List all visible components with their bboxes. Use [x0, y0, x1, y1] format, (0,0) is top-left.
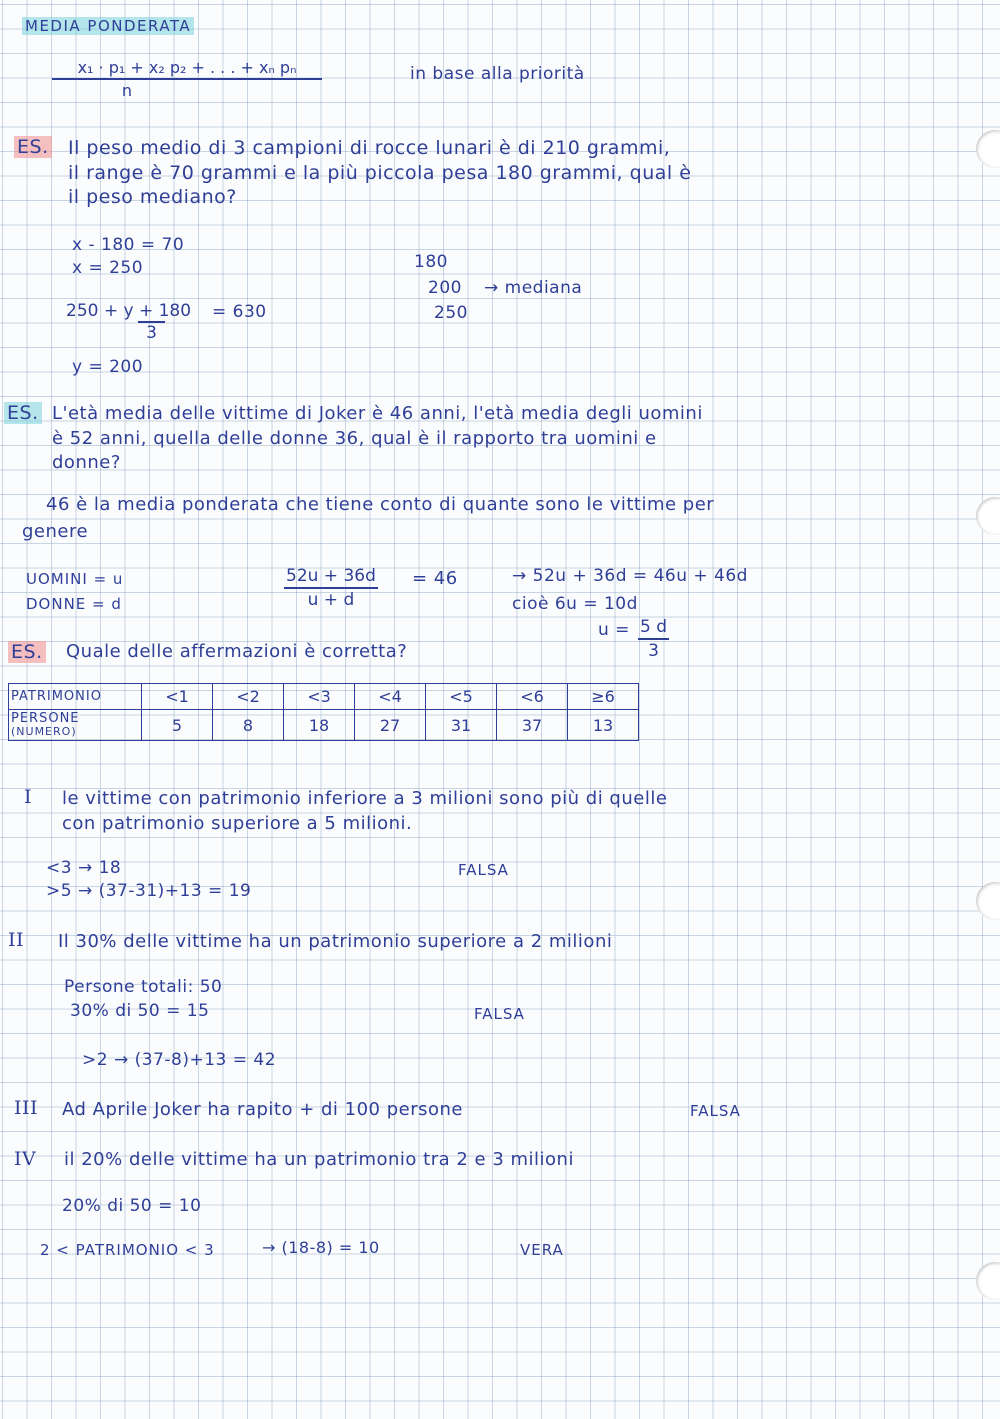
exercise-text-line: è 52 anni, quella delle donne 36, qual è il rapporto tra uomini e — [52, 428, 657, 449]
table-cell: 37 — [497, 710, 568, 741]
table-cell: 18 — [284, 710, 355, 741]
sorted-value: 250 — [434, 303, 468, 323]
calculation: <3 → 18 — [46, 858, 122, 878]
table-cell: ≥6 — [568, 684, 639, 710]
equation-step: cioè 6u = 10d — [512, 594, 638, 614]
exercise-text-line: L'età media delle vittime di Joker è 46 anni, l'età media degli uomini — [52, 403, 703, 424]
calculation: Persone totali: 50 — [64, 977, 223, 997]
exercise-label: ES. — [8, 641, 46, 663]
verdict: FALSA — [458, 861, 509, 879]
equation-result: = 630 — [212, 302, 267, 322]
binder-hole — [976, 1262, 1000, 1300]
statement-number: I — [24, 786, 33, 808]
fraction-numerator: 52u + 36d — [284, 566, 378, 589]
table-row — [9, 684, 639, 710]
table-cell: <1 — [142, 684, 213, 710]
statement-text: le vittime con patrimonio inferiore a 3 milioni sono più di quelle — [62, 788, 668, 809]
binder-hole — [976, 130, 1000, 168]
exercise-text-line: il peso mediano? — [68, 186, 237, 208]
definition: DONNE = d — [26, 595, 122, 613]
statement-number: II — [8, 929, 25, 951]
exercise-text-line: Il peso medio di 3 campioni di rocce lunari è di 210 grammi, — [68, 137, 671, 159]
verdict: VERA — [520, 1241, 564, 1259]
result-lhs: u = — [598, 620, 630, 640]
row-header — [9, 710, 142, 741]
binder-hole — [976, 497, 1000, 535]
calculation: 30% di 50 = 15 — [70, 1001, 210, 1021]
calculation: → (18-8) = 10 — [262, 1238, 380, 1257]
table-cell: <2 — [213, 684, 284, 710]
exercise-label: ES. — [14, 136, 52, 158]
fraction-denominator: 3 — [648, 641, 659, 661]
fraction-denominator: u + d — [307, 590, 355, 610]
fraction-numerator: 250 + y + 180 — [66, 301, 192, 321]
table-cell: <4 — [355, 684, 426, 710]
equation: x - 180 = 70 — [72, 235, 185, 255]
equation: y = 200 — [72, 357, 144, 377]
verdict: FALSA — [690, 1102, 741, 1120]
formula-denominator: n — [121, 81, 133, 100]
median-label: → mediana — [484, 278, 583, 298]
sorted-value: 180 — [414, 252, 448, 272]
explanation-line: genere — [22, 521, 89, 542]
table-cell: 5 — [142, 710, 213, 741]
exercise-text-line: il range è 70 grammi e la più piccola pesa 180 grammi, qual è — [68, 162, 692, 184]
wealth-table — [8, 683, 639, 741]
page-title: MEDIA PONDERATA — [22, 17, 194, 35]
explanation-line: 46 è la media ponderata che tiene conto di quante sono le vittime per — [46, 494, 715, 515]
equation-step: → 52u + 36d = 46u + 46d — [512, 566, 748, 586]
exercise-label: ES. — [4, 402, 42, 424]
fraction-denominator: 3 — [138, 321, 165, 343]
ratio-result — [638, 617, 669, 661]
table-cell: <5 — [426, 684, 497, 710]
verdict: FALSA — [474, 1005, 525, 1023]
statement-text: il 20% delle vittime ha un patrimonio tra 2 e 3 milioni — [64, 1149, 574, 1170]
weighted-equation — [284, 566, 378, 610]
row-header: PATRIMONIO — [9, 684, 142, 710]
statement-text: Il 30% delle vittime ha un patrimonio superiore a 2 milioni — [58, 931, 613, 952]
table-cell: 8 — [213, 710, 284, 741]
table-cell: 27 — [355, 710, 426, 741]
definition: UOMINI = u — [26, 570, 124, 588]
statement-number: IV — [14, 1148, 37, 1170]
equation-fraction — [66, 301, 191, 343]
row-header-label: PERSONE — [11, 711, 80, 726]
calculation: >5 → (37-31)+13 = 19 — [46, 881, 252, 901]
calculation: 2 < PATRIMONIO < 3 — [40, 1241, 215, 1259]
statement-number: III — [14, 1097, 39, 1119]
table-cell: <3 — [284, 684, 355, 710]
statement-text: con patrimonio superiore a 5 milioni. — [62, 813, 413, 834]
table-row — [9, 710, 639, 741]
formula-numerator: x₁ · p₁ + x₂ p₂ + . . . + xₙ pₙ — [52, 58, 322, 80]
row-header-sub: (NUMERO) — [11, 725, 77, 738]
table-cell: 13 — [568, 710, 639, 741]
weighted-mean-formula — [52, 58, 322, 100]
sorted-value: 200 — [428, 278, 462, 298]
formula-note: in base alla priorità — [410, 64, 585, 84]
equation-result: = 46 — [412, 568, 458, 589]
table-cell: <6 — [497, 684, 568, 710]
equation: x = 250 — [72, 258, 144, 278]
binder-hole — [976, 882, 1000, 920]
calculation: >2 → (37-8)+13 = 42 — [82, 1050, 277, 1070]
statement-text: Ad Aprile Joker ha rapito + di 100 persone — [62, 1099, 463, 1120]
table-cell: 31 — [426, 710, 497, 741]
fraction-numerator: 5 d — [638, 617, 669, 640]
calculation: 20% di 50 = 10 — [62, 1196, 202, 1216]
exercise-question: Quale delle affermazioni è corretta? — [66, 641, 408, 662]
exercise-text-line: donne? — [52, 452, 121, 473]
